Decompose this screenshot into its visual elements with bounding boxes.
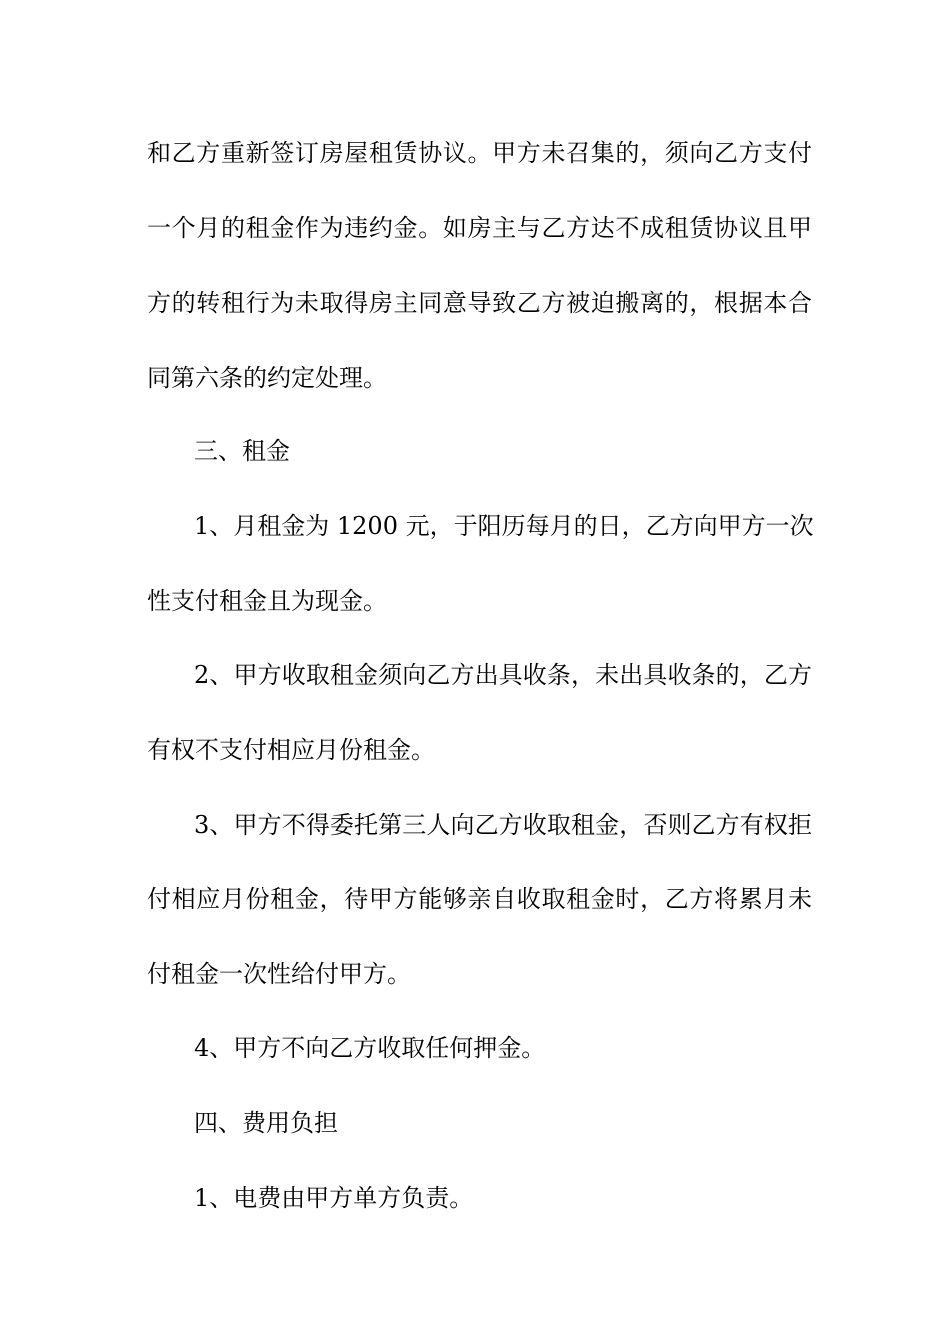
section-heading-rent: 三、租金 [194,437,290,465]
paragraph-line: 3、甲方不得委托第三人向乙方收取租金，否则乙方有权拒 [194,811,812,839]
paragraph-line: 2、甲方收取租金须向乙方出具收条，未出具收条的，乙方 [194,661,812,689]
paragraph-line: 方的转租行为未取得房主同意导致乙方被迫搬离的，根据本合 [147,289,812,317]
paragraph-line: 4、甲方不向乙方收取任何押金。 [194,1034,546,1062]
paragraph-line: 一个月的租金作为违约金。如房主与乙方达不成租赁协议且甲 [147,214,812,242]
paragraph-line: 性支付租金且为现金。 [147,587,387,615]
paragraph-line: 1、月租金为 1200 元，于阳历每月的日，乙方向甲方一次 [194,512,814,540]
paragraph-line: 同第六条的约定处理。 [147,364,387,392]
section-heading-costs: 四、费用负担 [194,1109,338,1137]
paragraph-line: 和乙方重新签订房屋租赁协议。甲方未召集的，须向乙方支付 [147,139,812,167]
paragraph-line: 1、电费由甲方单方负责。 [194,1184,474,1212]
paragraph-line: 付租金一次性给付甲方。 [147,960,411,988]
paragraph-line: 付相应月份租金，待甲方能够亲自收取租金时，乙方将累月未 [147,885,812,913]
paragraph-line: 有权不支付相应月份租金。 [147,736,435,764]
